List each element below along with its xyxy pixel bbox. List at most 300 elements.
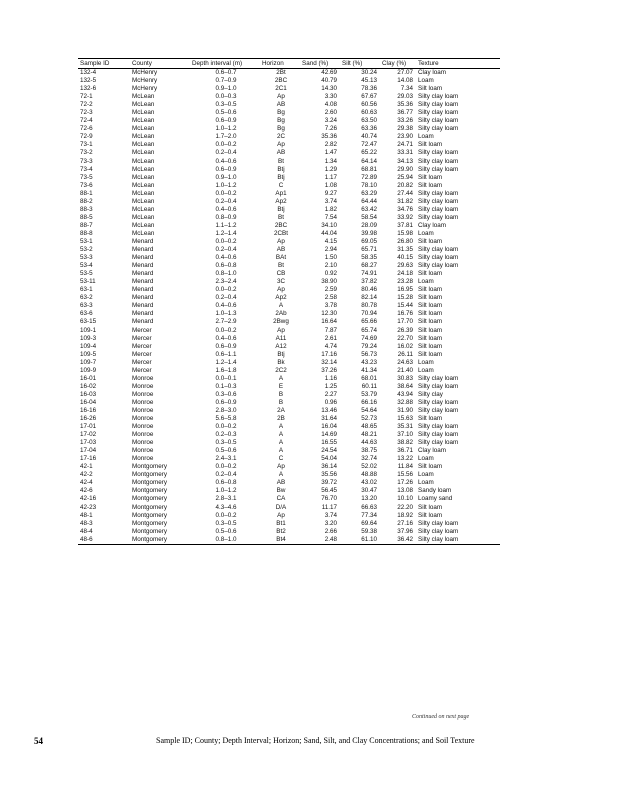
cell-clay: 22.70: [397, 334, 413, 342]
cell-county: Menard: [132, 237, 154, 245]
cell-texture: Silty clay loam: [418, 109, 459, 117]
cell-horizon: 2C: [276, 133, 286, 141]
cell-texture: Silty clay loam: [418, 382, 459, 390]
cell-clay: 35.31: [397, 423, 413, 431]
cell-depth-interval: 0.5–0.6: [215, 447, 237, 455]
cell-silt: 64.44: [361, 197, 377, 205]
table-row: [78, 141, 500, 149]
cell-clay: 23.28: [397, 278, 413, 286]
cell-horizon: Btj: [277, 165, 285, 173]
cell-silt: 70.94: [361, 310, 377, 318]
cell-silt: 63.36: [361, 125, 377, 133]
cell-sand: 1.16: [324, 374, 337, 382]
cell-depth-interval: 2.7–2.9: [215, 318, 237, 326]
cell-horizon: Ap: [277, 286, 285, 294]
cell-sample-id: 17-03: [80, 439, 97, 447]
cell-sample-id: 88-1: [80, 189, 93, 197]
cell-clay: 7.34: [400, 85, 413, 93]
cell-texture: Silt loam: [418, 286, 443, 294]
cell-silt: 54.64: [361, 406, 377, 414]
cell-county: Montgomery: [132, 479, 167, 487]
cell-horizon: CB: [276, 270, 286, 278]
cell-sample-id: 17-16: [80, 455, 97, 463]
cell-texture: Silty clay loam: [418, 157, 459, 165]
table-row: [78, 262, 500, 270]
cell-sample-id: 42-16: [80, 495, 97, 503]
cell-sand: 3.78: [324, 302, 337, 310]
cell-horizon: 2C1: [275, 85, 287, 93]
cell-horizon: Bt4: [260, 536, 300, 545]
cell-sample-id: 132-4: [80, 69, 97, 76]
cell-county: McLean: [132, 205, 155, 213]
cell-silt: 58.35: [361, 254, 377, 262]
cell-sample-id: 88-5: [80, 213, 93, 221]
cell-sand: 12.30: [321, 310, 337, 318]
cell-silt: 79.24: [361, 342, 377, 350]
table-row: [78, 125, 500, 133]
table-row: [78, 471, 500, 479]
cell-county: Montgomery: [132, 471, 167, 479]
cell-texture: Silt loam: [418, 318, 443, 326]
cell-depth-interval: 0.4–0.6: [215, 302, 237, 310]
cell-county: McLean: [132, 197, 155, 205]
cell-sample-id: 17-01: [80, 423, 97, 431]
table-row: [78, 278, 500, 286]
cell-depth-interval: 0.0–0.3: [215, 93, 237, 101]
cell-depth-interval: 0.0–0.2: [215, 189, 237, 197]
table-row: [78, 407, 500, 415]
cell-horizon: Ap: [277, 237, 285, 245]
cell-sample-id: 17-02: [80, 431, 97, 439]
cell-county: McLean: [132, 149, 155, 157]
cell-depth-interval: 1.0–1.3: [215, 310, 237, 318]
cell-sand: 36.14: [321, 463, 337, 471]
cell-clay: 24.71: [397, 141, 413, 149]
cell-depth-interval: 2.8–3.0: [215, 406, 237, 414]
cell-texture: Silt loam: [418, 415, 443, 423]
cell-clay: 35.36: [397, 101, 413, 109]
cell-depth-interval: 0.6–0.9: [215, 165, 237, 173]
cell-depth-interval: 1.6–1.8: [215, 366, 237, 374]
cell-sample-id: 16-02: [80, 382, 97, 390]
cell-silt: 48.21: [361, 431, 377, 439]
cell-silt: 65.74: [361, 326, 377, 334]
cell-silt: 78.36: [361, 85, 377, 93]
cell-silt: 68.81: [361, 165, 377, 173]
cell-texture: Silt loam: [418, 85, 443, 93]
cell-silt: 66.16: [361, 398, 377, 406]
cell-texture: Clay loam: [418, 447, 446, 455]
cell-sand: 7.54: [324, 213, 337, 221]
cell-sample-id: 88-7: [80, 221, 93, 229]
cell-horizon: BAt: [275, 254, 287, 262]
cell-sample-id: 73-4: [80, 165, 93, 173]
cell-texture: Loam: [418, 358, 434, 366]
cell-clay: 18.92: [397, 511, 413, 519]
cell-sand: 16.55: [321, 439, 337, 447]
cell-clay: 26.80: [397, 237, 413, 245]
cell-silt: 52.73: [361, 415, 377, 423]
cell-texture: Silty clay loam: [418, 431, 459, 439]
cell-silt: 43.02: [361, 479, 377, 487]
cell-depth-interval: 0.8–1.0: [190, 536, 260, 545]
cell-county: Mercer: [132, 358, 152, 366]
cell-depth-interval: 0.3–0.5: [215, 101, 237, 109]
cell-sample-id: 53-5: [80, 270, 93, 278]
table-row: [78, 69, 500, 78]
cell-county: McLean: [132, 133, 155, 141]
cell-horizon: 2Bwg: [273, 318, 289, 326]
cell-sand: 3.20: [324, 519, 337, 527]
cell-silt: 40.74: [361, 133, 377, 141]
cell-texture: Loam: [418, 479, 434, 487]
table-row: [78, 206, 500, 214]
cell-depth-interval: 0.0–0.2: [215, 511, 237, 519]
cell-depth-interval: 1.1–1.2: [215, 221, 237, 229]
cell-depth-interval: 0.2–0.4: [215, 294, 237, 302]
cell-clay: 43.94: [397, 390, 413, 398]
cell-sample-id: 53-1: [80, 237, 93, 245]
cell-depth-interval: 0.6–0.8: [215, 479, 237, 487]
cell-clay: 25.94: [397, 173, 413, 181]
cell-clay: 37.81: [397, 221, 413, 229]
header-row: [78, 59, 500, 69]
table-body: [78, 69, 500, 545]
cell-clay: 26.39: [397, 326, 413, 334]
cell-depth-interval: 0.6–0.7: [215, 69, 237, 76]
table-row: [78, 286, 500, 294]
cell-silt: 48.65: [361, 423, 377, 431]
cell-sand: 24.54: [321, 447, 337, 455]
table-row: [78, 431, 500, 439]
cell-silt: 13.20: [361, 495, 377, 503]
cell-sample-id: 53-4: [80, 262, 93, 270]
cell-sand: 7.87: [324, 326, 337, 334]
cell-clay: 29.90: [397, 165, 413, 173]
cell-silt: 80.46: [361, 286, 377, 294]
cell-texture: Silty clay loam: [418, 165, 459, 173]
cell-texture: Silty clay loam: [418, 262, 459, 270]
cell-sample-id: 73-1: [80, 141, 93, 149]
cell-texture: Silty clay loam: [418, 254, 459, 262]
cell-texture: Loam: [418, 77, 434, 85]
cell-sample-id: 88-2: [80, 197, 93, 205]
cell-sand: 0.96: [324, 398, 337, 406]
cell-horizon: Btj: [277, 205, 285, 213]
cell-depth-interval: 2.4–3.1: [215, 455, 237, 463]
cell-county: Montgomery: [132, 527, 167, 535]
cell-sample-id: 53-2: [80, 246, 93, 254]
cell-clay: 26.11: [397, 350, 413, 358]
cell-sample-id: 72-1: [80, 93, 93, 101]
cell-clay: 29.38: [397, 125, 413, 133]
cell-silt: 61.10: [340, 536, 380, 545]
cell-clay: 29.03: [397, 93, 413, 101]
cell-county: Menard: [132, 262, 154, 270]
cell-sand: 2.60: [324, 109, 337, 117]
cell-clay: 15.44: [397, 302, 413, 310]
cell-clay: 33.31: [397, 149, 413, 157]
cell-depth-interval: 0.2–0.4: [215, 149, 237, 157]
cell-county: Monroe: [132, 406, 154, 414]
table-row: [78, 190, 500, 198]
cell-horizon: 2C2: [275, 366, 287, 374]
cell-clay: 36.77: [397, 109, 413, 117]
table-row: [78, 238, 500, 246]
cell-depth-interval: 0.0–0.2: [215, 326, 237, 334]
cell-depth-interval: 0.3–0.5: [215, 439, 237, 447]
cell-silt: 65.22: [361, 149, 377, 157]
cell-horizon: 3C: [276, 278, 286, 286]
cell-silt: 58.54: [361, 213, 377, 221]
cell-county: Montgomery: [132, 463, 167, 471]
cell-county: Montgomery: [130, 536, 190, 545]
cell-county: Monroe: [132, 423, 154, 431]
cell-texture: Silty clay loam: [418, 197, 459, 205]
cell-depth-interval: 0.3–0.5: [215, 519, 237, 527]
table-row: [78, 335, 500, 343]
cell-depth-interval: 0.1–0.3: [215, 382, 237, 390]
cell-county: Mercer: [132, 350, 152, 358]
cell-sand: 16.64: [321, 318, 337, 326]
cell-silt: 39.98: [361, 229, 377, 237]
cell-horizon: 2BC: [274, 77, 288, 85]
cell-sample-id: 63-6: [80, 310, 93, 318]
cell-horizon: Ap: [277, 141, 285, 149]
cell-texture: Silt loam: [418, 463, 443, 471]
table-row: [78, 399, 500, 407]
cell-sand: 37.26: [321, 366, 337, 374]
cell-sand: 2.66: [324, 527, 337, 535]
cell-silt: 65.71: [361, 246, 377, 254]
cell-sand: 2.10: [324, 262, 337, 270]
table-row: [78, 230, 500, 238]
cell-horizon: A: [278, 447, 284, 455]
table-row: [78, 536, 500, 545]
cell-texture: Loam: [418, 366, 434, 374]
cell-horizon: AB: [276, 246, 286, 254]
cell-silt: 48.88: [361, 471, 377, 479]
cell-sand: 40.79: [321, 77, 337, 85]
cell-horizon: A: [278, 439, 284, 447]
header-horizon: Horizon: [260, 59, 300, 69]
table-row: [78, 214, 500, 222]
cell-sand: 31.64: [321, 415, 337, 423]
cell-clay: 11.84: [397, 463, 413, 471]
cell-depth-interval: 0.2–0.3: [215, 431, 237, 439]
cell-sand: 11.17: [321, 503, 337, 511]
cell-horizon: AB: [276, 101, 286, 109]
cell-texture: Loamy sand: [418, 495, 453, 503]
cell-silt: 45.13: [361, 77, 377, 85]
cell-sample-id: 42-6: [80, 487, 93, 495]
cell-depth-interval: 0.4–0.6: [215, 157, 237, 165]
cell-sand: 2.61: [324, 334, 337, 342]
cell-texture: Silty clay loam: [416, 536, 500, 545]
cell-sand: 2.58: [324, 294, 337, 302]
cell-sample-id: 109-7: [80, 358, 97, 366]
table-row: [78, 77, 500, 85]
cell-clay: 24.18: [397, 270, 413, 278]
cell-sand: 39.72: [321, 479, 337, 487]
cell-horizon: Ap: [277, 326, 285, 334]
cell-county: Monroe: [132, 447, 154, 455]
table-caption: Sample ID; County; Depth Interval; Horizon; Sand, Silt, and Clay Concentrations; and Soil Texture: [156, 736, 475, 745]
cell-silt: 60.63: [361, 109, 377, 117]
cell-silt: 72.89: [361, 173, 377, 181]
cell-county: McHenry: [132, 69, 158, 76]
cell-texture: Silty clay loam: [418, 246, 459, 254]
cell-clay: 27.16: [397, 519, 413, 527]
cell-texture: Silt loam: [418, 141, 443, 149]
cell-sample-id: 72-4: [80, 117, 93, 125]
cell-texture: Silty clay loam: [418, 149, 459, 157]
cell-clay: 14.08: [397, 77, 413, 85]
cell-clay: 37.10: [397, 431, 413, 439]
cell-depth-interval: 1.7–2.0: [215, 133, 237, 141]
cell-sample-id: 53-3: [80, 254, 93, 262]
cell-sample-id: 72-2: [80, 101, 93, 109]
table-row: [78, 495, 500, 503]
cell-depth-interval: 0.8–0.9: [215, 213, 237, 221]
cell-silt: 66.63: [361, 503, 377, 511]
table-row: [78, 528, 500, 536]
header-county: County: [130, 59, 190, 69]
cell-sand: 9.27: [324, 189, 337, 197]
cell-clay: 24.63: [397, 358, 413, 366]
cell-texture: Silty clay loam: [418, 117, 459, 125]
cell-clay: 40.15: [397, 254, 413, 262]
cell-sample-id: 17-04: [80, 447, 97, 455]
cell-county: Menard: [132, 286, 154, 294]
cell-sample-id: 16-01: [80, 374, 97, 382]
cell-horizon: Bw: [276, 487, 286, 495]
cell-sample-id: 16-04: [80, 398, 97, 406]
cell-county: Menard: [132, 246, 154, 254]
cell-horizon: D/A: [275, 503, 287, 511]
cell-depth-interval: 1.2–1.4: [215, 229, 237, 237]
cell-county: Montgomery: [132, 487, 167, 495]
cell-texture: Silt loam: [418, 294, 443, 302]
cell-sample-id: 16-03: [80, 390, 97, 398]
cell-clay: 33.92: [397, 213, 413, 221]
cell-sample-id: 73-3: [80, 157, 93, 165]
cell-clay: 38.64: [397, 382, 413, 390]
cell-depth-interval: 0.6–0.8: [215, 262, 237, 270]
cell-depth-interval: 0.0–0.2: [215, 286, 237, 294]
cell-county: McLean: [132, 141, 155, 149]
cell-depth-interval: 2.3–2.4: [215, 278, 237, 286]
table-row: [78, 109, 500, 117]
table-row: [78, 367, 500, 375]
cell-depth-interval: 0.6–0.9: [215, 117, 237, 125]
cell-horizon: A: [278, 471, 284, 479]
table-row: [78, 93, 500, 101]
cell-depth-interval: 1.0–1.2: [215, 181, 237, 189]
table-row: [78, 133, 500, 141]
cell-horizon: Bg: [277, 117, 285, 125]
cell-horizon: Btj: [277, 173, 285, 181]
cell-texture: Silty clay: [418, 390, 443, 398]
cell-horizon: B: [278, 398, 284, 406]
cell-texture: Silty clay loam: [418, 93, 459, 101]
cell-sample-id: 73-5: [80, 173, 93, 181]
cell-county: Monroe: [132, 398, 154, 406]
cell-depth-interval: 0.0–0.2: [215, 423, 237, 431]
cell-silt: 69.64: [361, 519, 377, 527]
cell-sand: 16.04: [321, 423, 337, 431]
soil-data-table-container: [78, 58, 500, 545]
cell-silt: 43.23: [361, 358, 377, 366]
cell-depth-interval: 0.6–1.1: [215, 350, 237, 358]
cell-sample-id: 73-6: [80, 181, 93, 189]
cell-clay: 36.71: [397, 447, 413, 455]
cell-clay: 13.22: [397, 455, 413, 463]
cell-depth-interval: 0.0–0.2: [215, 463, 237, 471]
cell-silt: 68.27: [361, 262, 377, 270]
cell-depth-interval: 2.8–3.1: [215, 495, 237, 503]
cell-texture: Silty clay loam: [418, 213, 459, 221]
cell-county: McLean: [132, 101, 155, 109]
table-row: [78, 383, 500, 391]
cell-silt: 78.10: [361, 181, 377, 189]
cell-sand: 14.69: [321, 431, 337, 439]
cell-clay: 31.82: [397, 197, 413, 205]
table-row: [78, 439, 500, 447]
cell-texture: Silty clay loam: [418, 519, 459, 527]
cell-clay: 21.40: [397, 366, 413, 374]
cell-sample-id: 48-1: [80, 511, 93, 519]
cell-county: Menard: [132, 302, 154, 310]
cell-county: Mercer: [132, 366, 152, 374]
table-row: [78, 198, 500, 206]
cell-county: Monroe: [132, 374, 154, 382]
cell-horizon: CA: [276, 495, 286, 503]
cell-county: McLean: [132, 221, 155, 229]
header-sample-id: Sample ID: [78, 59, 130, 69]
cell-sample-id: 42-2: [80, 471, 93, 479]
cell-county: McLean: [132, 213, 155, 221]
cell-sand: 54.04: [321, 455, 337, 463]
cell-silt: 32.74: [361, 455, 377, 463]
cell-silt: 68.01: [361, 374, 377, 382]
page-number: 54: [34, 736, 43, 746]
table-row: [78, 158, 500, 166]
cell-depth-interval: 0.2–0.4: [215, 197, 237, 205]
cell-texture: Silt loam: [418, 511, 443, 519]
cell-texture: Clay loam: [418, 69, 446, 76]
cell-county: McLean: [132, 109, 155, 117]
cell-clay: 13.08: [397, 487, 413, 495]
cell-sand: 1.08: [324, 181, 337, 189]
cell-sample-id: 109-9: [80, 366, 97, 374]
cell-silt: 30.24: [361, 69, 377, 76]
cell-depth-interval: 0.9–1.0: [215, 85, 237, 93]
cell-county: Menard: [132, 294, 154, 302]
table-row: [78, 351, 500, 359]
header-depth-interval: Depth interval (m): [190, 59, 260, 69]
table-row: [78, 101, 500, 109]
cell-texture: Silt loam: [418, 173, 443, 181]
cell-clay: 16.02: [397, 342, 413, 350]
cell-clay: 16.95: [397, 286, 413, 294]
cell-sample-id: 63-2: [80, 294, 93, 302]
cell-county: Menard: [132, 278, 154, 286]
cell-horizon: Ap1: [275, 189, 287, 197]
table-row: [78, 375, 500, 383]
cell-depth-interval: 0.4–0.6: [215, 254, 237, 262]
table-row: [78, 487, 500, 495]
